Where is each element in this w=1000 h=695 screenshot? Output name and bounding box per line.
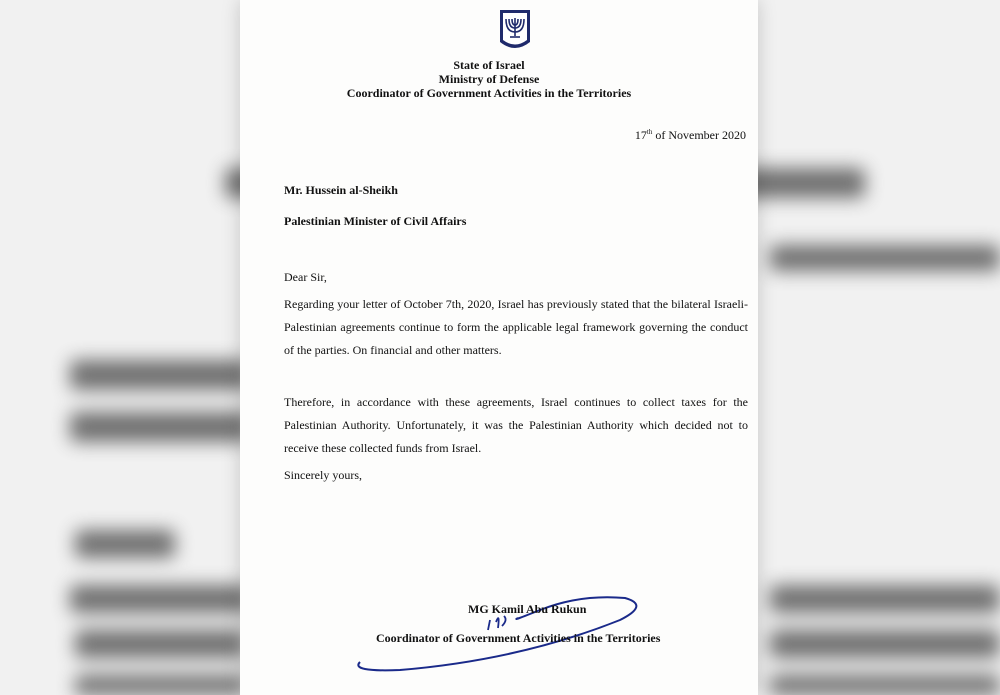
signer-title: Coordinator of Government Activities in the Territories [376, 631, 661, 645]
blurred-line [770, 675, 1000, 695]
blurred-line [770, 585, 1000, 613]
date-day: 17 [634, 128, 647, 142]
recipient-title: Palestinian Minister of Civil Affairs [284, 214, 467, 228]
letterhead-line-2: Ministry of Defense [438, 72, 540, 86]
letterhead-line-1: State of Israel [453, 58, 525, 72]
blurred-line [770, 630, 1000, 658]
blurred-line [770, 245, 1000, 271]
letter-page [240, 0, 758, 695]
date-rest: of November 2020 [652, 128, 746, 142]
blurred-line [75, 675, 245, 695]
letter-date [635, 128, 746, 143]
signer-name: MG Kamil Abu Rukun [468, 602, 587, 616]
blurred-line [70, 360, 250, 390]
body-paragraph-2: Therefore, in accordance with these agreements, Israel continues to collect taxes for the Palestinian Authority. Unfortunately, it was the Palestinian Authority which decided not to receive these collected funds from Israel. [284, 395, 748, 455]
blurred-line [75, 630, 245, 658]
date-suffix: th [646, 128, 653, 136]
recipient-name: Mr. Hussein al-Sheikh [284, 183, 398, 197]
body-paragraph-1: Regarding your letter of October 7th, 2020, Israel has previously stated that the bilateral Israeli-Palestinian agreements continue to form the applicable legal framework governing the conduct of the parties. On financial and other matters. [284, 297, 748, 357]
menorah-emblem-icon [498, 8, 532, 52]
blurred-line [75, 530, 175, 558]
salutation: Dear Sir, [284, 270, 327, 284]
blurred-line [70, 585, 250, 613]
closing: Sincerely yours, [284, 468, 362, 482]
letterhead [240, 58, 758, 100]
letterhead-line-3: Coordinator of Government Activities in the Territories [346, 86, 632, 100]
blurred-line [70, 412, 250, 442]
